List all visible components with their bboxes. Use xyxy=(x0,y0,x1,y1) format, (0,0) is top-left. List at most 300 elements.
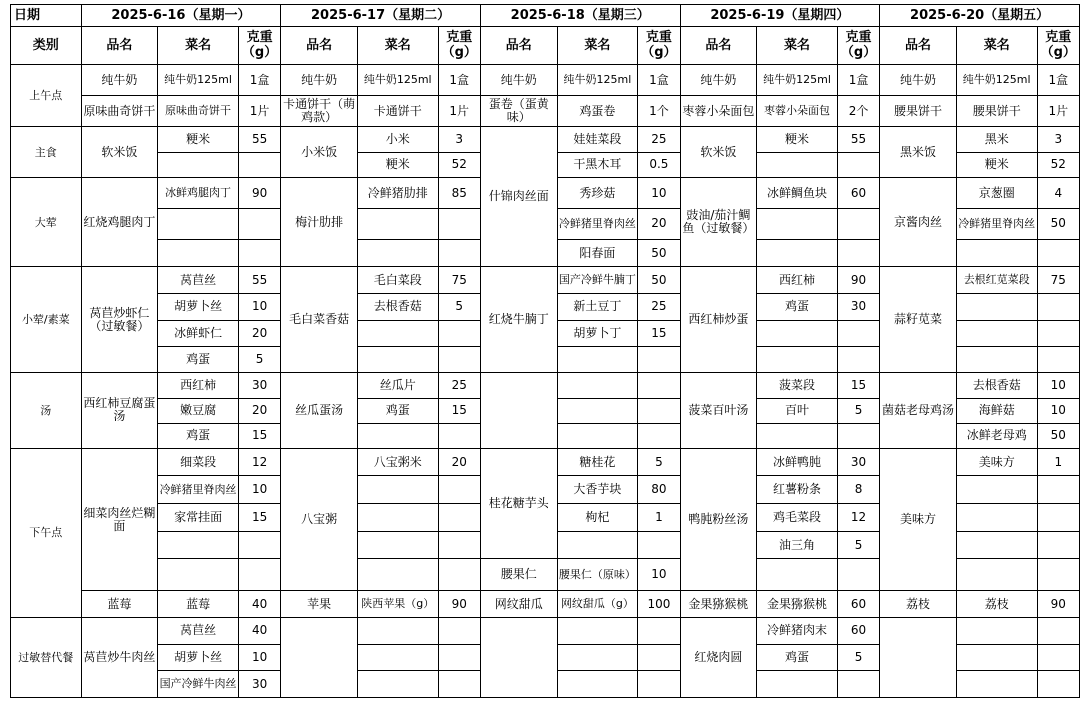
ingredient-cell: 胡萝卜丝 xyxy=(158,644,239,671)
weight-cell: 75 xyxy=(438,267,480,294)
ingredient-cell: 金果猕猴桃 xyxy=(757,591,838,618)
dish-name-header: 品名 xyxy=(480,26,557,65)
ingredient-cell: 八宝粥米 xyxy=(357,448,438,476)
weight-cell: 50 xyxy=(638,267,680,294)
weight-header: 克重（g） xyxy=(238,26,280,65)
ingredient-cell: 冷鲜猪肋排 xyxy=(357,178,438,209)
weight-cell xyxy=(638,644,680,671)
ingredient-cell: 卡通饼干 xyxy=(357,96,438,127)
weight-cell xyxy=(638,372,680,398)
weight-cell xyxy=(1037,320,1079,347)
ingredient-cell: 冰鲜鲷鱼块 xyxy=(757,178,838,209)
weight-cell: 30 xyxy=(837,294,879,321)
weight-cell xyxy=(438,504,480,532)
ingredient-cell: 粳米 xyxy=(158,126,239,152)
weight-cell: 50 xyxy=(1037,424,1079,449)
weight-cell: 20 xyxy=(238,320,280,347)
weight-cell xyxy=(438,671,480,698)
ingredient-cell xyxy=(357,504,438,532)
weight-cell: 30 xyxy=(238,671,280,698)
weight-cell: 25 xyxy=(638,126,680,152)
weight-cell: 30 xyxy=(238,372,280,398)
date-label: 日期 xyxy=(11,5,82,27)
weight-cell: 10 xyxy=(638,559,680,591)
weight-cell xyxy=(638,531,680,559)
dish-name-cell: 纯牛奶 xyxy=(880,65,957,96)
ingredient-cell xyxy=(158,208,239,239)
weight-cell: 1盒 xyxy=(1037,65,1079,96)
ingredient-cell xyxy=(557,644,638,671)
ingredient-cell: 冰鲜虾仁 xyxy=(158,320,239,347)
weight-cell: 1片 xyxy=(1037,96,1079,127)
weight-cell: 3 xyxy=(1037,126,1079,152)
ingredient-cell: 家常挂面 xyxy=(158,504,239,532)
weight-cell: 5 xyxy=(837,398,879,424)
category-cell: 小荤/素菜 xyxy=(11,267,82,373)
ingredient-cell xyxy=(956,294,1037,321)
ingredient-cell: 陕西苹果（g） xyxy=(357,591,438,618)
ingredient-cell xyxy=(956,644,1037,671)
weight-header: 克重（g） xyxy=(1037,26,1079,65)
dish-name-cell xyxy=(480,617,557,697)
weight-cell xyxy=(438,239,480,267)
ingredient-cell: 糖桂花 xyxy=(557,448,638,476)
category-label: 类别 xyxy=(11,26,82,65)
weight-cell: 15 xyxy=(238,424,280,449)
dish-name-cell: 菠菜百叶汤 xyxy=(680,372,757,448)
ingredient-cell xyxy=(357,671,438,698)
weight-cell: 55 xyxy=(238,267,280,294)
weight-cell: 25 xyxy=(638,294,680,321)
dish-name-cell: 软米饭 xyxy=(680,126,757,177)
ingredient-cell xyxy=(757,671,838,698)
menu-row xyxy=(11,448,1080,476)
dish-name-cell: 毛白菜香菇 xyxy=(281,267,358,373)
ingredient-cell xyxy=(956,504,1037,532)
weight-cell xyxy=(638,671,680,698)
ingredient-cell: 百叶 xyxy=(757,398,838,424)
category-cell: 过敏替代餐 xyxy=(11,617,82,697)
weight-cell: 100 xyxy=(638,591,680,618)
ingredient-cell xyxy=(557,398,638,424)
ingredient-cell xyxy=(357,320,438,347)
ingredient-cell: 京葱圈 xyxy=(956,178,1037,209)
column-header-row xyxy=(11,26,1080,65)
ingredient-cell: 红薯粉条 xyxy=(757,476,838,504)
weight-cell: 1盒 xyxy=(638,65,680,96)
weight-cell xyxy=(438,320,480,347)
dish-name-cell: 蓝莓 xyxy=(81,591,158,618)
weight-cell: 50 xyxy=(1037,208,1079,239)
dish-name-cell: 腰果仁 xyxy=(480,559,557,591)
weight-cell xyxy=(1037,671,1079,698)
ingredient-cell: 原味曲奇饼干 xyxy=(158,96,239,127)
category-cell: 下午点 xyxy=(11,448,82,617)
weight-cell: 5 xyxy=(638,448,680,476)
weight-cell xyxy=(238,239,280,267)
ingredient-cell: 鸡蛋 xyxy=(357,398,438,424)
weight-cell xyxy=(837,347,879,373)
weight-cell: 20 xyxy=(438,448,480,476)
ingredient-cell xyxy=(557,347,638,373)
weight-cell: 52 xyxy=(1037,152,1079,178)
ingredient-cell: 纯牛奶125ml xyxy=(757,65,838,96)
weight-cell xyxy=(638,398,680,424)
ingredient-cell: 粳米 xyxy=(357,152,438,178)
weight-cell: 60 xyxy=(837,178,879,209)
weight-cell: 60 xyxy=(837,591,879,618)
date-header-row xyxy=(11,5,1080,27)
category-cell: 主食 xyxy=(11,126,82,177)
weight-cell: 40 xyxy=(238,591,280,618)
weight-cell xyxy=(638,347,680,373)
ingredient-cell: 蓝莓 xyxy=(158,591,239,618)
weight-cell: 25 xyxy=(438,372,480,398)
ingredient-cell xyxy=(757,320,838,347)
dish-name-header: 品名 xyxy=(680,26,757,65)
weight-cell xyxy=(1037,239,1079,267)
dish-name-cell xyxy=(480,372,557,448)
ingredient-cell: 莴苣丝 xyxy=(158,267,239,294)
ingredient-cell xyxy=(956,239,1037,267)
ingredient-cell xyxy=(557,424,638,449)
ingredient-cell: 国产冷鲜牛腩丁 xyxy=(557,267,638,294)
dish-name-cell: 红烧肉圆 xyxy=(680,617,757,697)
ingredient-cell xyxy=(757,152,838,178)
ingredient-cell: 菠菜段 xyxy=(757,372,838,398)
dish-name-cell: 莴苣炒虾仁（过敏餐） xyxy=(81,267,158,373)
dish-name-cell: 鸭肫粉丝汤 xyxy=(680,448,757,590)
ingredient-header: 菜名 xyxy=(757,26,838,65)
ingredient-cell xyxy=(956,476,1037,504)
weight-cell: 90 xyxy=(837,267,879,294)
weight-cell: 40 xyxy=(238,617,280,644)
dish-name-cell: 京酱肉丝 xyxy=(880,178,957,267)
ingredient-cell: 阳春面 xyxy=(557,239,638,267)
weight-cell: 10 xyxy=(1037,372,1079,398)
ingredient-cell: 冰鲜鸭肫 xyxy=(757,448,838,476)
dish-name-header: 品名 xyxy=(81,26,158,65)
ingredient-cell xyxy=(357,531,438,559)
dish-name-cell: 纯牛奶 xyxy=(281,65,358,96)
dish-name-cell: 腰果饼干 xyxy=(880,96,957,127)
weight-cell xyxy=(438,559,480,591)
dish-name-cell: 黑米饭 xyxy=(880,126,957,177)
dish-name-cell xyxy=(281,617,358,697)
ingredient-cell xyxy=(956,347,1037,373)
ingredient-cell xyxy=(357,644,438,671)
weight-cell: 5 xyxy=(837,644,879,671)
weight-cell: 20 xyxy=(238,398,280,424)
weight-cell xyxy=(238,531,280,559)
ingredient-cell: 海鲜菇 xyxy=(956,398,1037,424)
dish-name-cell: 蒜籽苋菜 xyxy=(880,267,957,373)
ingredient-cell xyxy=(357,559,438,591)
ingredient-cell: 粳米 xyxy=(757,126,838,152)
ingredient-cell: 去根香菇 xyxy=(357,294,438,321)
weight-cell: 3 xyxy=(438,126,480,152)
weight-cell: 10 xyxy=(238,476,280,504)
ingredient-cell: 胡萝卜丝 xyxy=(158,294,239,321)
ingredient-cell: 莴苣丝 xyxy=(158,617,239,644)
weight-cell: 85 xyxy=(438,178,480,209)
ingredient-cell: 冷鲜猪里脊肉丝 xyxy=(956,208,1037,239)
ingredient-cell xyxy=(757,559,838,591)
ingredient-cell xyxy=(557,531,638,559)
dish-name-cell: 美味方 xyxy=(880,448,957,590)
ingredient-cell: 丝瓜片 xyxy=(357,372,438,398)
weight-cell: 1片 xyxy=(238,96,280,127)
weight-cell: 15 xyxy=(837,372,879,398)
dish-name-header: 品名 xyxy=(281,26,358,65)
weight-cell xyxy=(837,208,879,239)
dish-name-header: 品名 xyxy=(880,26,957,65)
weight-cell: 2个 xyxy=(837,96,879,127)
ingredient-cell: 毛白菜段 xyxy=(357,267,438,294)
dish-name-cell: 纯牛奶 xyxy=(480,65,557,96)
ingredient-cell xyxy=(357,476,438,504)
ingredient-cell: 荔枝 xyxy=(956,591,1037,618)
dish-name-cell: 八宝粥 xyxy=(281,448,358,590)
weight-cell xyxy=(1037,294,1079,321)
weight-cell xyxy=(837,671,879,698)
menu-row xyxy=(11,96,1080,127)
dish-name-cell: 卡通饼干（萌鸡款） xyxy=(281,96,358,127)
weight-cell: 10 xyxy=(1037,398,1079,424)
ingredient-cell xyxy=(757,347,838,373)
dish-name-cell: 梅汁肋排 xyxy=(281,178,358,267)
ingredient-cell: 冷鲜猪里脊肉丝 xyxy=(158,476,239,504)
ingredient-cell: 油三角 xyxy=(757,531,838,559)
weight-cell xyxy=(438,644,480,671)
dish-name-cell: 纯牛奶 xyxy=(81,65,158,96)
ingredient-cell xyxy=(357,208,438,239)
ingredient-cell: 胡萝卜丁 xyxy=(557,320,638,347)
dish-name-cell: 小米饭 xyxy=(281,126,358,177)
weight-cell: 1个 xyxy=(638,96,680,127)
ingredient-cell: 粳米 xyxy=(956,152,1037,178)
ingredient-cell: 鸡蛋卷 xyxy=(557,96,638,127)
ingredient-cell xyxy=(158,239,239,267)
weight-cell: 4 xyxy=(1037,178,1079,209)
weight-cell: 1 xyxy=(638,504,680,532)
weight-cell xyxy=(438,208,480,239)
weight-cell xyxy=(638,424,680,449)
dish-name-cell: 菌菇老母鸡汤 xyxy=(880,372,957,448)
ingredient-cell xyxy=(357,239,438,267)
dish-name-cell: 网纹甜瓜 xyxy=(480,591,557,618)
menu-row xyxy=(11,126,1080,152)
weight-cell: 30 xyxy=(837,448,879,476)
menu-row xyxy=(11,617,1080,644)
category-cell: 大荤 xyxy=(11,178,82,267)
ingredient-cell: 美味方 xyxy=(956,448,1037,476)
dish-name-cell: 金果猕猴桃 xyxy=(680,591,757,618)
ingredient-cell: 冷鲜猪肉末 xyxy=(757,617,838,644)
weight-cell xyxy=(238,208,280,239)
dish-name-cell: 丝瓜蛋汤 xyxy=(281,372,358,448)
weight-cell: 1 xyxy=(1037,448,1079,476)
weight-cell xyxy=(1037,347,1079,373)
weight-cell xyxy=(438,347,480,373)
weight-cell: 10 xyxy=(238,644,280,671)
ingredient-cell: 冷鲜猪里脊肉丝 xyxy=(557,208,638,239)
ingredient-cell: 秀珍菇 xyxy=(557,178,638,209)
ingredient-cell: 小米 xyxy=(357,126,438,152)
ingredient-cell: 去根红苋菜段 xyxy=(956,267,1037,294)
menu-row xyxy=(11,65,1080,96)
ingredient-cell: 新土豆丁 xyxy=(557,294,638,321)
day-date-header: 2025-6-18（星期三） xyxy=(480,5,680,27)
weight-cell xyxy=(837,320,879,347)
dish-name-cell: 西红柿豆腐蛋汤 xyxy=(81,372,158,448)
weight-cell: 5 xyxy=(837,531,879,559)
weight-cell: 8 xyxy=(837,476,879,504)
weight-cell xyxy=(438,424,480,449)
weight-cell xyxy=(1037,476,1079,504)
ingredient-cell: 腰果仁（原味） xyxy=(557,559,638,591)
dish-name-cell: 桂花糖芋头 xyxy=(480,448,557,559)
weight-cell xyxy=(1037,531,1079,559)
weight-cell: 90 xyxy=(238,178,280,209)
ingredient-cell: 娃娃菜段 xyxy=(557,126,638,152)
weight-cell: 90 xyxy=(1037,591,1079,618)
weight-header: 克重（g） xyxy=(837,26,879,65)
ingredient-cell: 大香芋块 xyxy=(557,476,638,504)
weight-cell: 15 xyxy=(438,398,480,424)
ingredient-cell: 枸杞 xyxy=(557,504,638,532)
ingredient-header: 菜名 xyxy=(956,26,1037,65)
ingredient-cell xyxy=(956,531,1037,559)
dish-name-cell: 枣蓉小朵面包 xyxy=(680,96,757,127)
weight-cell xyxy=(238,152,280,178)
dish-name-cell: 细菜肉丝烂糊面 xyxy=(81,448,158,590)
ingredient-cell: 国产冷鲜牛肉丝 xyxy=(158,671,239,698)
ingredient-cell: 纯牛奶125ml xyxy=(956,65,1037,96)
weight-cell: 5 xyxy=(238,347,280,373)
weight-cell: 15 xyxy=(238,504,280,532)
dish-name-cell: 红烧鸡腿肉丁 xyxy=(81,178,158,267)
weight-cell: 15 xyxy=(638,320,680,347)
ingredient-header: 菜名 xyxy=(557,26,638,65)
ingredient-cell xyxy=(757,424,838,449)
ingredient-cell xyxy=(158,531,239,559)
menu-row xyxy=(11,372,1080,398)
ingredient-cell: 嫩豆腐 xyxy=(158,398,239,424)
weight-cell: 5 xyxy=(438,294,480,321)
weight-cell: 10 xyxy=(238,294,280,321)
ingredient-cell xyxy=(357,347,438,373)
weight-cell: 1盒 xyxy=(438,65,480,96)
day-date-header: 2025-6-20（星期五） xyxy=(880,5,1080,27)
ingredient-cell: 鸡蛋 xyxy=(158,424,239,449)
ingredient-cell xyxy=(956,671,1037,698)
ingredient-cell: 冰鲜鸡腿肉丁 xyxy=(158,178,239,209)
ingredient-header: 菜名 xyxy=(158,26,239,65)
weight-cell xyxy=(438,617,480,644)
weight-cell xyxy=(837,152,879,178)
ingredient-cell: 鸡蛋 xyxy=(757,644,838,671)
weight-cell xyxy=(1037,504,1079,532)
weight-header: 克重（g） xyxy=(638,26,680,65)
ingredient-header: 菜名 xyxy=(357,26,438,65)
weight-cell: 75 xyxy=(1037,267,1079,294)
ingredient-cell: 干黑木耳 xyxy=(557,152,638,178)
weight-cell xyxy=(837,239,879,267)
weight-header: 克重（g） xyxy=(438,26,480,65)
weight-cell: 50 xyxy=(638,239,680,267)
dish-name-cell: 软米饭 xyxy=(81,126,158,177)
weight-cell: 20 xyxy=(638,208,680,239)
ingredient-cell: 枣蓉小朵面包 xyxy=(757,96,838,127)
weight-cell: 52 xyxy=(438,152,480,178)
ingredient-cell: 冰鲜老母鸡 xyxy=(956,424,1037,449)
dish-name-cell: 苹果 xyxy=(281,591,358,618)
weekly-menu-table xyxy=(10,4,1080,698)
ingredient-cell: 纯牛奶125ml xyxy=(357,65,438,96)
dish-name-cell: 红烧牛腩丁 xyxy=(480,267,557,373)
dish-name-cell: 荔枝 xyxy=(880,591,957,618)
ingredient-cell: 去根香菇 xyxy=(956,372,1037,398)
weight-cell: 1盒 xyxy=(837,65,879,96)
day-date-header: 2025-6-19（星期四） xyxy=(680,5,880,27)
category-cell: 上午点 xyxy=(11,65,82,127)
ingredient-cell xyxy=(956,559,1037,591)
ingredient-cell: 细菜段 xyxy=(158,448,239,476)
ingredient-cell: 纯牛奶125ml xyxy=(158,65,239,96)
weight-cell: 1片 xyxy=(438,96,480,127)
ingredient-cell xyxy=(357,617,438,644)
ingredient-cell xyxy=(557,372,638,398)
ingredient-cell xyxy=(757,239,838,267)
weight-cell: 1盒 xyxy=(238,65,280,96)
day-date-header: 2025-6-16（星期一） xyxy=(81,5,281,27)
weight-cell: 55 xyxy=(238,126,280,152)
weight-cell xyxy=(438,531,480,559)
ingredient-cell: 西红柿 xyxy=(757,267,838,294)
weight-cell xyxy=(638,617,680,644)
weight-cell xyxy=(1037,559,1079,591)
menu-row xyxy=(11,267,1080,294)
weight-cell xyxy=(1037,644,1079,671)
dish-name-cell: 西红柿炒蛋 xyxy=(680,267,757,373)
ingredient-cell xyxy=(158,559,239,591)
weight-cell: 10 xyxy=(638,178,680,209)
weight-cell: 55 xyxy=(837,126,879,152)
ingredient-cell: 鸡蛋 xyxy=(158,347,239,373)
weight-cell: 0.5 xyxy=(638,152,680,178)
weight-cell xyxy=(837,424,879,449)
weight-cell: 60 xyxy=(837,617,879,644)
ingredient-cell: 鸡蛋 xyxy=(757,294,838,321)
dish-name-cell: 什锦肉丝面 xyxy=(480,126,557,266)
dish-name-cell: 莴苣炒牛肉丝 xyxy=(81,617,158,697)
ingredient-cell xyxy=(357,424,438,449)
weight-cell xyxy=(438,476,480,504)
weight-cell: 80 xyxy=(638,476,680,504)
day-date-header: 2025-6-17（星期二） xyxy=(281,5,481,27)
ingredient-cell: 腰果饼干 xyxy=(956,96,1037,127)
ingredient-cell xyxy=(557,617,638,644)
dish-name-cell: 纯牛奶 xyxy=(680,65,757,96)
ingredient-cell xyxy=(956,320,1037,347)
weight-cell xyxy=(238,559,280,591)
ingredient-cell xyxy=(757,208,838,239)
weight-cell xyxy=(837,559,879,591)
ingredient-cell: 网纹甜瓜（g） xyxy=(557,591,638,618)
ingredient-cell: 黑米 xyxy=(956,126,1037,152)
dish-name-cell: 蛋卷（蛋黄味） xyxy=(480,96,557,127)
